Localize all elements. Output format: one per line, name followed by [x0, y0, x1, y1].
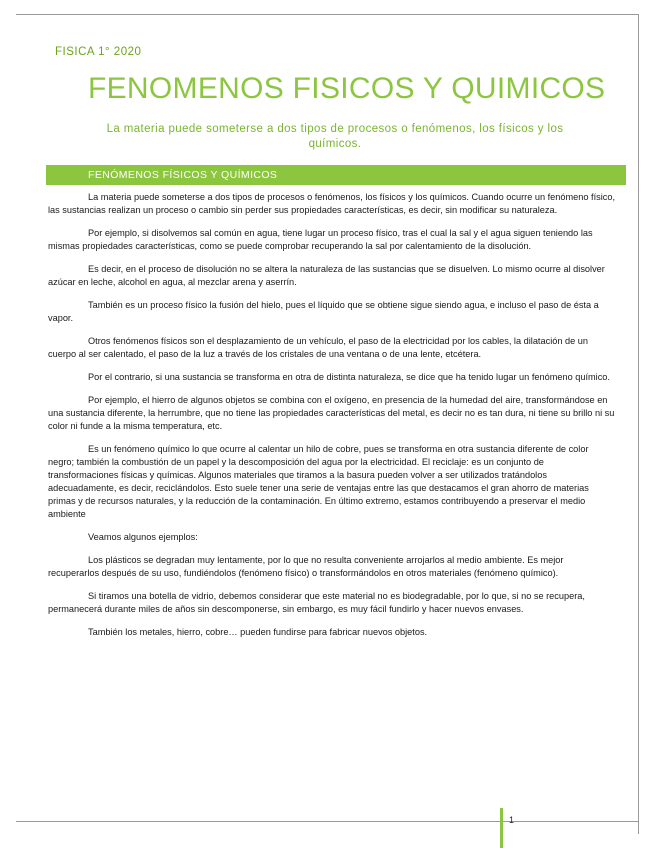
section-header-label: FENÓMENOS FÍSICOS Y QUÍMICOS — [88, 169, 278, 181]
page-subtitle: La materia puede someterse a dos tipos de procesos o fenómenos, los físicos y los químicos. — [106, 123, 564, 150]
paragraph: Por ejemplo, si disolvemos sal común en agua, tiene lugar un proceso físico, tras el cual la sal y el agua siguen teniendo las mismas propiedades características, como se puede comprobar recuperando la sal por calentamiento de la disolución. — [48, 228, 593, 251]
paragraph: La materia puede someterse a dos tipos de procesos o fenómenos, los físicos y los químicos. Cuando ocurre un fenómeno físico, las sustancias realizan un proceso o cambio sin perder sus propiedades características, es decir, sin modificar su naturaleza. — [48, 192, 616, 215]
paragraph: Por el contrario, si una sustancia se transforma en otra de distinta naturaleza, se dice que ha tenido lugar un fenómeno químico. — [88, 372, 610, 382]
paragraph: Por ejemplo, el hierro de algunos objetos se combina con el oxígeno, en presencia de la humedad del aire, transformándose en una sustancia diferente, la herrumbre, que no tiene las propiedades características del metal, es decir no es tan dura, ni tiene su brillo ni su color ni funde a la misma temperatura, etc. — [48, 395, 615, 431]
paragraph: Otros fenómenos físicos son el desplazamiento de un vehículo, el paso de la electricidad por los cables, la dilatación de un cuerpo al ser calentado, el paso de la luz a través de los cristales de una ventana o de una lente, etcétera. — [48, 336, 588, 359]
page-number: 1 — [509, 815, 515, 825]
course-label: FISICA 1° 2020 — [55, 46, 142, 58]
paragraph: Veamos algunos ejemplos: — [88, 532, 198, 542]
page-border-bottom — [16, 821, 639, 822]
section-header-bar — [46, 165, 626, 185]
page-title: FENOMENOS FISICOS Y QUIMICOS — [88, 72, 606, 105]
paragraph: Si tiramos una botella de vidrio, debemos considerar que este material no es biodegradable, por lo que, si no se recupera, permanecerá durante miles de años sin descomponerse, sin embargo, es muy fácil fundirlo y hacer nuevos envases. — [48, 591, 585, 614]
document-body — [48, 191, 616, 649]
paragraph: También es un proceso físico la fusión del hielo, pues el líquido que se obtiene sigue siendo agua, e incluso el paso de ésta a vapor. — [48, 300, 599, 323]
paragraph: Es un fenómeno químico lo que ocurre al calentar un hilo de cobre, pues se transforma en otra sustancia diferente de color negro; también la combustión de un papel y la descomposición del agua por la electricidad. El reciclaje: es un conjunto de transformaciones físicas y químicas. Algunos materiales que tiramos a la basura pueden volver a ser utilizados tratándolos adecuadamente, es decir, reciclándolos. Esto suele tener una serie de ventajas entre las que destacamos el gran ahorro de materias primas y de recursos naturales, y la reducción de la contaminación. En último extremo, estamos contribuyendo a preservar el medio ambiente — [48, 444, 589, 519]
paragraph: Los plásticos se degradan muy lentamente, por lo que no resulta conveniente arrojarlos al medio ambiente. Es mejor recuperarlos después de su uso, fundiéndolos (fenómeno físico) o transformándolos en otros materiales (fenómeno químico). — [48, 555, 564, 578]
page-border-top — [16, 14, 639, 15]
footer-accent-bar — [500, 808, 503, 848]
paragraph: También los metales, hierro, cobre… pueden fundirse para fabricar nuevos objetos. — [88, 627, 428, 637]
paragraph: Es decir, en el proceso de disolución no se altera la naturaleza de las sustancias que se disuelven. Lo mismo ocurre al disolver azúcar en leche, alcohol en agua, al mezclar arena y aserrín. — [48, 264, 605, 287]
page-border-right — [638, 14, 639, 834]
